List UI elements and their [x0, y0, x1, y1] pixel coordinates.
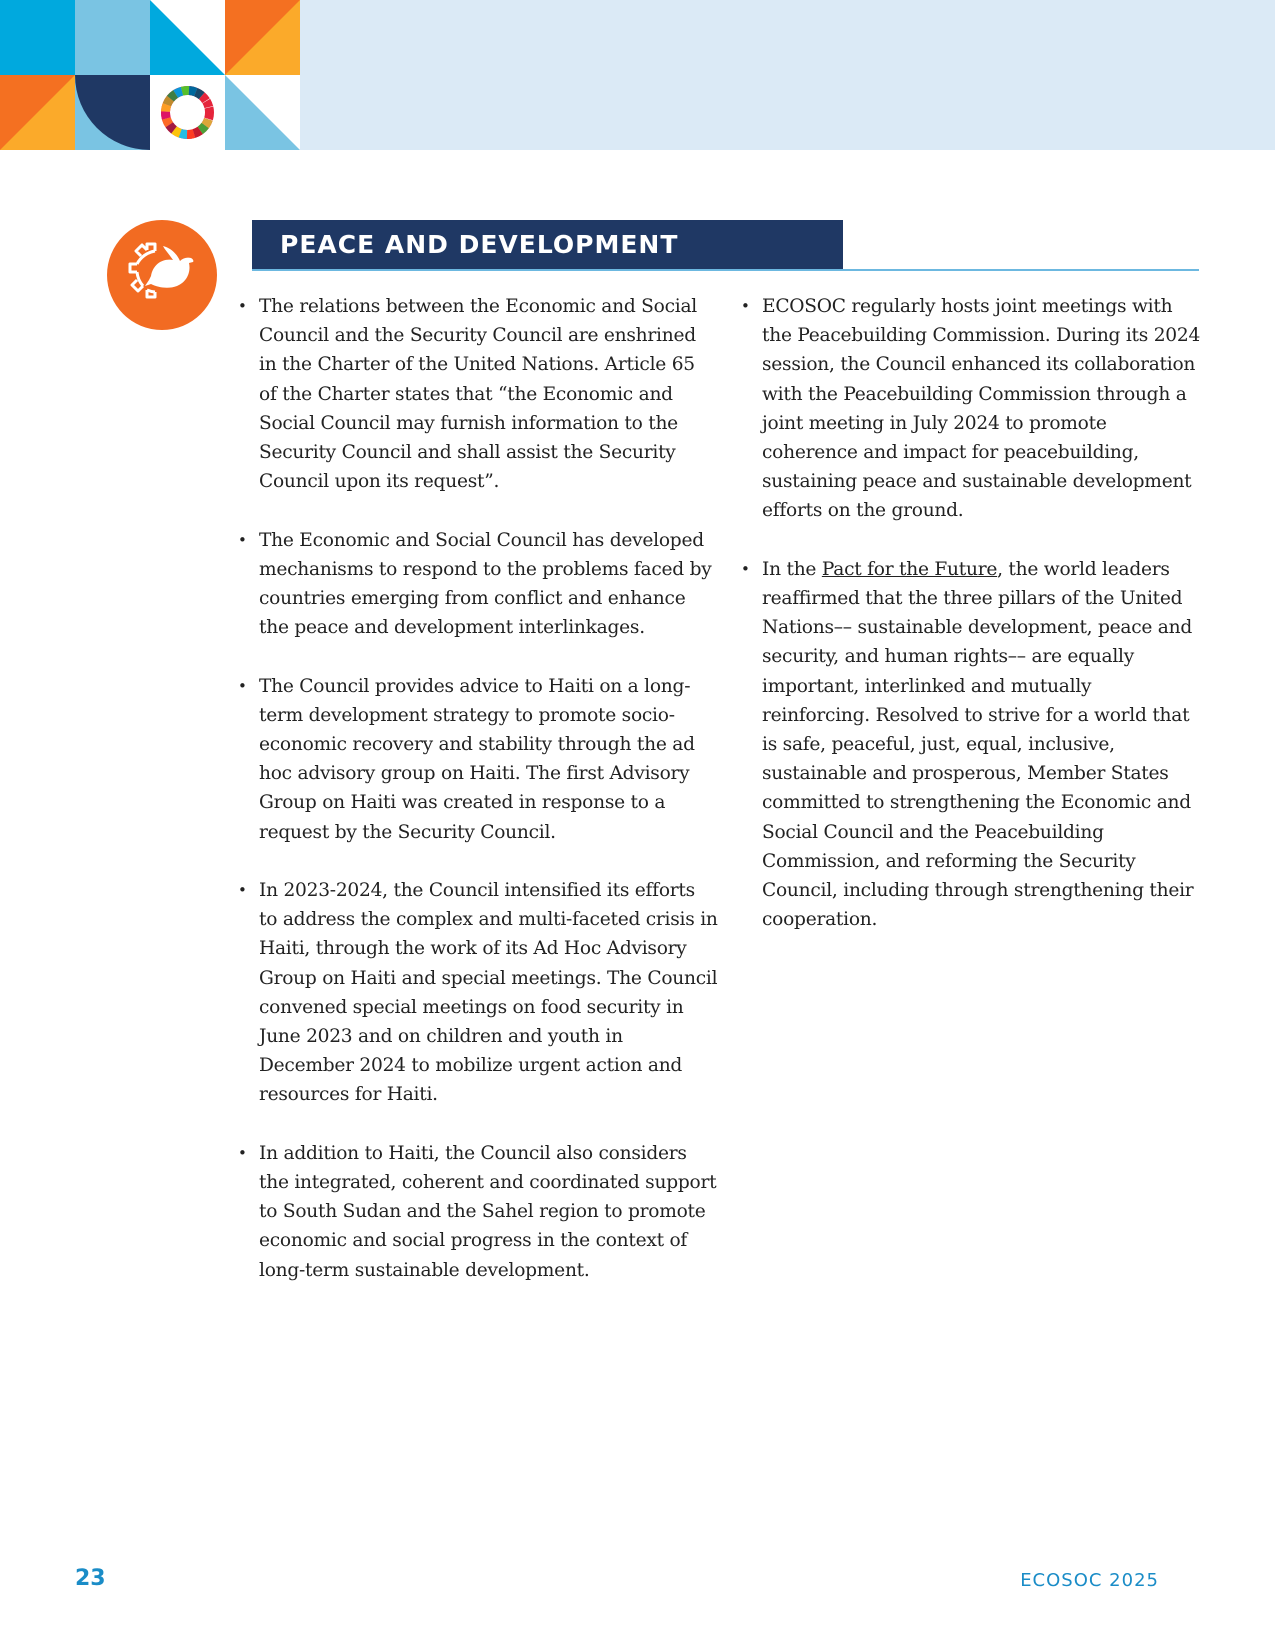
list-item	[741, 555, 1201, 935]
page-number: 23	[75, 1566, 106, 1591]
list-item-text: , the world leaders reaffirmed that the three pillars of the United Nations–– sustainable development, peace and security, and human rights–– are equally important, interlinked and mutually reinforcing. Resolved to strive for a world that is safe, peaceful, just, equal, inclusive, sustainable and prosperous, Member States committed to strengthening the Economic and Social Council and the Peacebuilding Commission, and reforming the Security Council, including through strengthening their cooperation.	[762, 558, 1194, 931]
footer-publication-title: ECOSOC 2025	[1020, 1570, 1159, 1591]
list-item: • The Economic and Social Council has developed mechanisms to respond to the problems faced by countries emerging from conflict and enhance the peace and development interlinkages.	[238, 526, 718, 643]
section-title: PEACE AND DEVELOPMENT	[252, 220, 843, 270]
section-title-rule	[252, 269, 1199, 271]
list-item: • The relations between the Economic and Social Council and the Security Council are enshrined in the Charter of the United Nations. Article 65 of the Charter states that “the Economic and Social Council may furnish information to the Security Council and shall assist the Security Council upon its request”.	[238, 292, 718, 496]
right-column	[741, 292, 1201, 964]
list-item: • The Council provides advice to Haiti on a long-term development strategy to promote socio-economic recovery and stability through the ad hoc advisory group on Haiti. The first Advisory Group on Haiti was created in response to a request by the Security Council.	[238, 672, 718, 847]
list-item: • In addition to Haiti, the Council also considers the integrated, coherent and coordinated support to South Sudan and the Sahel region to promote economic and social progress in the context of long-term sustainable development.	[238, 1139, 718, 1285]
pact-for-the-future-link[interactable]: Pact for the Future	[821, 558, 998, 580]
peace-dove-gear-icon	[107, 220, 217, 330]
left-column	[238, 292, 718, 1314]
list-item: • In 2023-2024, the Council intensified its efforts to address the complex and multi-faceted crisis in Haiti, through the work of its Ad Hoc Advisory Group on Haiti and special meetings. The Council convened special meetings on food security in June 2023 and on children and youth in December 2024 to mobilize urgent action and resources for Haiti.	[238, 876, 718, 1110]
list-item: • ECOSOC regularly hosts joint meetings with the Peacebuilding Commission. During its 2024 session, the Council enhanced its collaboration with the Peacebuilding Commission through a joint meeting in July 2024 to promote coherence and impact for peacebuilding, sustaining peace and sustainable development efforts on the ground.	[741, 292, 1201, 526]
sdg-wheel-icon	[162, 87, 214, 139]
decorative-mosaic	[0, 0, 300, 150]
list-item-text: In the	[762, 558, 822, 580]
